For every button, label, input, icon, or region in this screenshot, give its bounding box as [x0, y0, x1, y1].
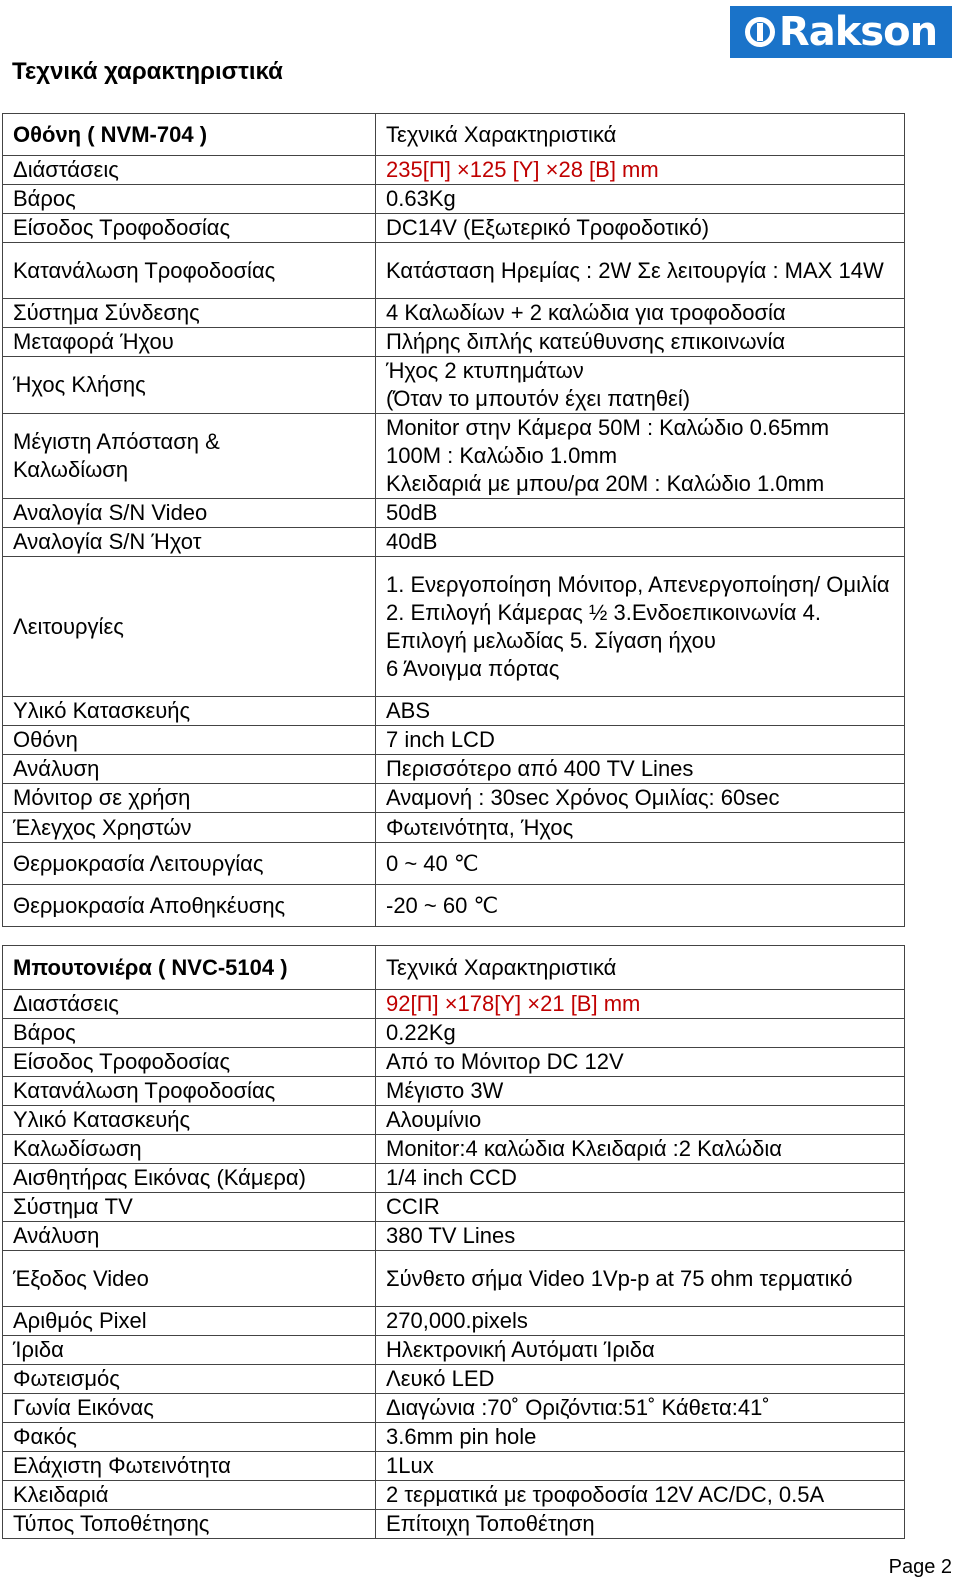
row-label: Φωτεισμός: [3, 1365, 376, 1394]
row-value-line: Κλειδαριά με μπου/ρα 20M : Καλώδιο 1.0mm: [386, 471, 825, 496]
row-value: [376, 414, 905, 499]
table-row: [3, 1135, 905, 1164]
logo-text: Rakson: [778, 9, 938, 55]
row-value: Κατάσταση Ηρεμίας : 2W Σε λειτουργία : MAX 14W: [376, 243, 905, 299]
table-row: [3, 885, 905, 927]
row-value: [376, 557, 905, 697]
row-label: Οθόνη: [3, 726, 376, 755]
row-label: Φακός: [3, 1423, 376, 1452]
row-label: Διάστάσεις: [3, 156, 376, 185]
table-row: [3, 1106, 905, 1135]
table-header-row: [3, 946, 905, 990]
table-row: [3, 243, 905, 299]
row-value: Επίτοιχη Τοποθέτηση: [376, 1510, 905, 1539]
table-row: [3, 813, 905, 843]
logo-mark-icon: [745, 17, 775, 47]
table-row: [3, 557, 905, 697]
row-value: Αλουμίνιο: [376, 1106, 905, 1135]
row-label: Λειτουργίες: [3, 557, 376, 697]
row-label: Βάρος: [3, 1019, 376, 1048]
row-label: Αριθμός Pixel: [3, 1307, 376, 1336]
row-value: Μέγιστο 3W: [376, 1077, 905, 1106]
row-value: 40dB: [376, 528, 905, 557]
table-row: [3, 1251, 905, 1307]
table-row: [3, 357, 905, 414]
row-value: 270,000.pixels: [376, 1307, 905, 1336]
row-value: 0.22Kg: [376, 1019, 905, 1048]
row-value: Από το Μόνιτορ DC 12V: [376, 1048, 905, 1077]
row-value: Αναμονή : 30sec Χρόνος Ομιλίας: 60sec: [376, 784, 905, 813]
row-value-line: 6 Άνοιγμα πόρτας: [386, 655, 560, 681]
row-label: Αναλογία S/N Video: [3, 499, 376, 528]
table-row: [3, 843, 905, 885]
row-value: 1Lux: [376, 1452, 905, 1481]
table-row: [3, 214, 905, 243]
row-value-line: 100M : Καλώδιο 1.0mm: [386, 443, 618, 468]
table-row: [3, 528, 905, 557]
row-value-line: 1. Ενεργοποίηση Μόνιτορ, Απενεργοποίηση/ Ομιλία 2. Επιλογή Κάμερας ½ 3.Ενδοεπικοινωνία 4. Επιλογή μελωδίας 5. Σίγαση ήχου: [386, 571, 890, 653]
row-label: Αισθητήρας Εικόνας (Κάμερα): [3, 1164, 376, 1193]
table-row: [3, 1423, 905, 1452]
row-label: Σύστημα Σύνδεσης: [3, 299, 376, 328]
row-label: Ανάλυση: [3, 755, 376, 784]
row-value: Σύνθετο σήμα Video 1Vp-p at 75 ohm τερματικό: [376, 1251, 905, 1307]
row-label: Τύπος Τοποθέτησης: [3, 1510, 376, 1539]
row-label: Μόνιτορ σε χρήση: [3, 784, 376, 813]
brand-logo: [730, 6, 952, 58]
row-value: 0.63Kg: [376, 185, 905, 214]
row-value: [376, 357, 905, 414]
row-value-line: Monitor στην Κάμερα 50M : Καλώδιο 0.65mm: [386, 415, 830, 440]
table-row: [3, 1481, 905, 1510]
row-value: 235[Π] ×125 [Υ] ×28 [Β] mm: [376, 156, 905, 185]
doorbell-spec-table: [2, 945, 905, 1539]
table-row: [3, 1452, 905, 1481]
table-row: [3, 1307, 905, 1336]
table-heading-value: Τεχνικά Χαρακτηριστικά: [376, 114, 905, 156]
row-label-line: Καλωδίωση: [13, 457, 129, 482]
row-value: Λευκό LED: [376, 1365, 905, 1394]
table-row: [3, 299, 905, 328]
row-label: Υλικό Κατασκευής: [3, 1106, 376, 1135]
table-row: [3, 328, 905, 357]
table-row: [3, 1164, 905, 1193]
row-value: Ηλεκτρονική Αυτόματι Ίριδα: [376, 1336, 905, 1365]
row-label: Μεταφορά Ήχου: [3, 328, 376, 357]
table-row: [3, 726, 905, 755]
table-row: [3, 697, 905, 726]
row-value-line: (Όταν το μπουτόν έχει πατηθεί): [386, 386, 691, 411]
row-value: 92[Π] ×178[Υ] ×21 [Β] mm: [376, 990, 905, 1019]
row-label: Διαστάσεις: [3, 990, 376, 1019]
row-value: ABS: [376, 697, 905, 726]
document-title: Τεχνικά χαρακτηριστικά: [12, 58, 283, 85]
row-label: Ήχος Κλήσης: [3, 357, 376, 414]
table-row: [3, 1077, 905, 1106]
table-row: [3, 499, 905, 528]
row-value: Monitor:4 καλώδια Κλειδαριά :2 Καλώδια: [376, 1135, 905, 1164]
row-value: 7 inch LCD: [376, 726, 905, 755]
row-label: Θερμοκρασία Λειτουργίας: [3, 843, 376, 885]
row-label: [3, 414, 376, 499]
table-row: [3, 1365, 905, 1394]
row-value: 1/4 inch CCD: [376, 1164, 905, 1193]
table-heading: Μπουτονιέρα ( NVC-5104 ): [3, 946, 376, 990]
table-row: [3, 156, 905, 185]
table-heading: Οθόνη ( NVM-704 ): [3, 114, 376, 156]
table-row: [3, 414, 905, 499]
row-value: 2 τερματικά με τροφοδοσία 12V AC/DC, 0.5A: [376, 1481, 905, 1510]
monitor-spec-table: [2, 113, 905, 927]
row-label: Καλωδίσωση: [3, 1135, 376, 1164]
table-row: [3, 1193, 905, 1222]
row-label: Γωνία Εικόνας: [3, 1394, 376, 1423]
table-row: [3, 1336, 905, 1365]
row-label: Αναλογία S/N Ήχοτ: [3, 528, 376, 557]
row-label: Είσοδος Τροφοδοσίας: [3, 214, 376, 243]
row-value: 4 Καλωδίων + 2 καλώδια για τροφοδοσία: [376, 299, 905, 328]
table-row: [3, 784, 905, 813]
table-header-row: [3, 114, 905, 156]
row-label: Θερμοκρασία Αποθηκέυσης: [3, 885, 376, 927]
row-value: -20 ~ 60 ℃: [376, 885, 905, 927]
table-row: [3, 1222, 905, 1251]
row-label: Ελάχιστη Φωτεινότητα: [3, 1452, 376, 1481]
row-label: Υλικό Κατασκευής: [3, 697, 376, 726]
table-row: [3, 1019, 905, 1048]
row-value: 380 TV Lines: [376, 1222, 905, 1251]
row-label: Σύστημα TV: [3, 1193, 376, 1222]
row-value-line: Ήχος 2 κτυπημάτων: [386, 358, 584, 383]
row-label: Κατανάλωση Τροφοδοσίας: [3, 1077, 376, 1106]
row-value: DC14V (Εξωτερικό Τροφοδοτικό): [376, 214, 905, 243]
row-value: 3.6mm pin hole: [376, 1423, 905, 1452]
row-value: Περισσότερο από 400 TV Lines: [376, 755, 905, 784]
row-value: 50dB: [376, 499, 905, 528]
row-label: Κλειδαριά: [3, 1481, 376, 1510]
row-label: Βάρος: [3, 185, 376, 214]
row-label: Κατανάλωση Τροφοδοσίας: [3, 243, 376, 299]
row-value: Πλήρης διπλής κατεύθυνσης επικοινωνία: [376, 328, 905, 357]
table-row: [3, 755, 905, 784]
row-label: Ανάλυση: [3, 1222, 376, 1251]
row-label: Ίριδα: [3, 1336, 376, 1365]
row-value: CCIR: [376, 1193, 905, 1222]
page-number: Page 2: [888, 1556, 952, 1578]
table-row: [3, 185, 905, 214]
row-value: Διαγώνια :70˚ Οριζόντια:51˚ Κάθετα:41˚: [376, 1394, 905, 1423]
row-label: Έξοδος Video: [3, 1251, 376, 1307]
row-value: 0 ~ 40 ℃: [376, 843, 905, 885]
table-row: [3, 990, 905, 1019]
table-row: [3, 1510, 905, 1539]
table-row: [3, 1048, 905, 1077]
row-label: Είσοδος Τροφοδοσίας: [3, 1048, 376, 1077]
table-row: [3, 1394, 905, 1423]
table-heading-value: Τεχνικά Χαρακτηριστικά: [376, 946, 905, 990]
row-value: Φωτεινότητα, Ήχος: [376, 813, 905, 843]
row-label-line: Μέγιστη Απόσταση &: [13, 429, 220, 454]
row-label: Έλεγχος Χρηστών: [3, 813, 376, 843]
